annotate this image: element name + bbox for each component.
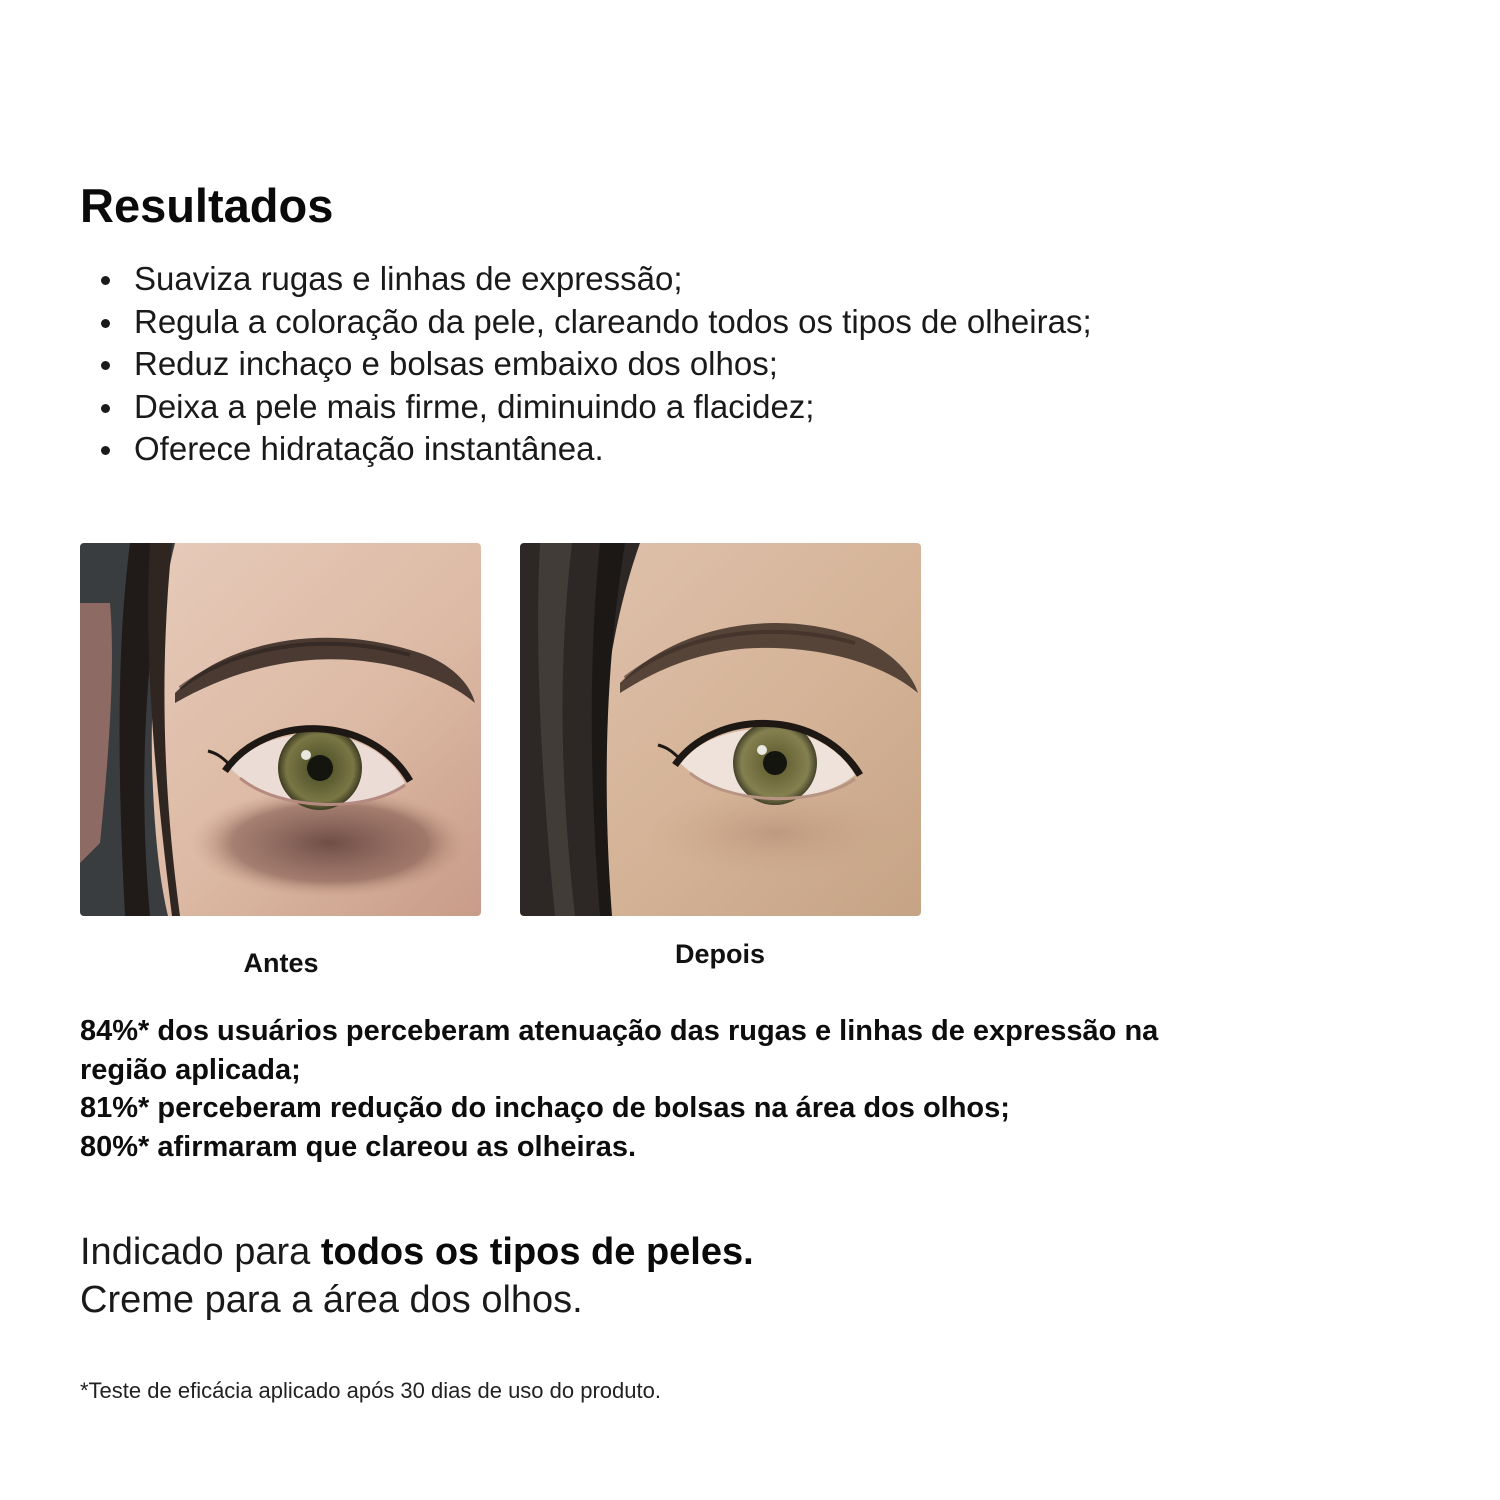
list-item (80, 386, 1092, 429)
page-title: Resultados (80, 179, 334, 232)
bullet-icon (101, 319, 110, 328)
eye-after-illustration (520, 543, 921, 916)
list-item (80, 428, 1092, 471)
eye-before-illustration (80, 543, 481, 916)
before-photo (80, 543, 481, 916)
benefit-text: Regula a coloração da pele, clareando todos os tipos de olheiras; (134, 302, 1092, 340)
after-label: Depois (674, 939, 766, 969)
list-item (80, 301, 1092, 344)
before-label: Antes (243, 948, 319, 978)
bullet-icon (101, 276, 110, 285)
indication-emphasis: todos os tipos de peles. (320, 1231, 754, 1273)
list-item (80, 258, 1092, 301)
bullet-icon (101, 446, 110, 455)
benefit-text: Reduz inchaço e bolsas embaixo dos olhos; (134, 345, 778, 382)
bullet-icon (101, 361, 110, 370)
benefit-text: Suaviza rugas e linhas de expressão; (134, 260, 683, 297)
benefits-list (80, 258, 1092, 471)
indication-block (80, 1228, 754, 1324)
bullet-icon (101, 404, 110, 413)
stat-line: 84%* dos usuários perceberam atenuação das rugas e linhas de expressão na região aplicada; (80, 1015, 1159, 1086)
footnote: *Teste de eficácia aplicado após 30 dias de uso do produto. (80, 1378, 661, 1403)
stat-line: 81%* perceberam redução do inchaço de bolsas na área dos olhos; (80, 1092, 1010, 1124)
indication-prefix: Indicado para (80, 1231, 321, 1273)
stats-block (80, 1012, 1200, 1166)
indication-line (80, 1228, 754, 1276)
benefit-text: Oferece hidratação instantânea. (134, 430, 604, 467)
stat-line: 80%* afirmaram que clareou as olheiras. (80, 1130, 637, 1163)
list-item (80, 343, 1092, 386)
after-photo (520, 543, 921, 916)
benefit-text: Deixa a pele mais firme, diminuindo a flacidez; (134, 387, 815, 425)
indication-line-2: Creme para a área dos olhos. (80, 1279, 583, 1321)
